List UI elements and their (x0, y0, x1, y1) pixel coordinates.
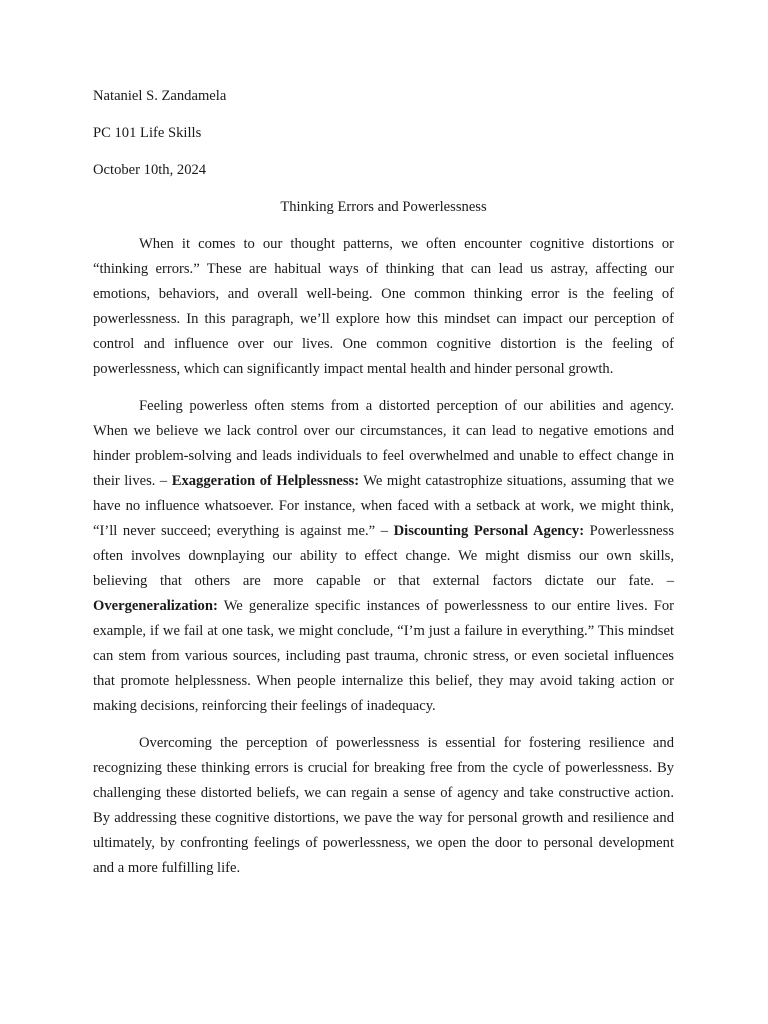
term-discounting: Discounting Personal Agency: (393, 523, 585, 539)
paragraph-body-text2: Powerlessness often involves downplaying our ability to effect change. We might dismiss our own skills, believing that others are more capable or that external factors dictate our fate. – (93, 523, 674, 589)
document-title: Thinking Errors and Powerlessness (280, 199, 487, 215)
course-name: PC 101 Life Skills (93, 125, 202, 141)
paragraph-intro: When it comes to our thought patterns, we often encounter cognitive distortions or “thinking errors.” These are habitual ways of thinking that can lead us astray, affecting our emotions, behaviors, and overall well-being. One common thinking error is the feeling of powerlessness. In this paragraph, we’ll explore how this mindset can impact our perception of control and influence over our lives. One common cognitive distortion is the feeling of powerlessness, which can significantly impact mental health and hinder personal growth. (93, 236, 674, 377)
author-name: Nataniel S. Zandamela (93, 88, 227, 104)
term-exaggeration: Exaggeration of Helplessness: (171, 473, 360, 489)
document-page (93, 84, 674, 893)
paragraph-body-text3: We generalize specific instances of powerlessness to our entire lives. For example, if we fail at one task, we might conclude, “I’m just a failure in everything.” This mindset can stem from various sources, including past trauma, chronic stress, or even societal influences that promote helplessness. When people internalize this belief, they may avoid taking action or making decisions, reinforcing their feelings of inadequacy. (93, 598, 674, 714)
paragraph-conclusion: Overcoming the perception of powerlessness is essential for fostering resilience and recognizing these thinking errors is crucial for breaking free from the cycle of powerlessness. By challenging these distorted beliefs, we can regain a sense of agency and take constructive action. By addressing these cognitive distortions, we pave the way for personal growth and resilience and ultimately, by confronting feelings of powerlessness, we open the door to personal development and a more fulfilling life. (93, 735, 674, 876)
paragraph-body-intro: Feeling powerless often stems from a distorted perception of our abilities and agency. When we believe we lack control over our circumstances, it can lead to negative emotions and hinder problem-solving and leads individuals to feel overwhelmed and unable to effect change in their lives. – (93, 398, 674, 489)
document-date: October 10th, 2024 (93, 162, 207, 178)
paragraph-body-text1: We might catastrophize situations, assuming that we have no influence whatsoever. For instance, when faced with a setback at work, we might think, “I’ll never succeed; everything is against me.” – (93, 473, 674, 539)
paragraph-body (93, 394, 674, 719)
term-overgeneralization: Overgeneralization: (93, 598, 218, 614)
